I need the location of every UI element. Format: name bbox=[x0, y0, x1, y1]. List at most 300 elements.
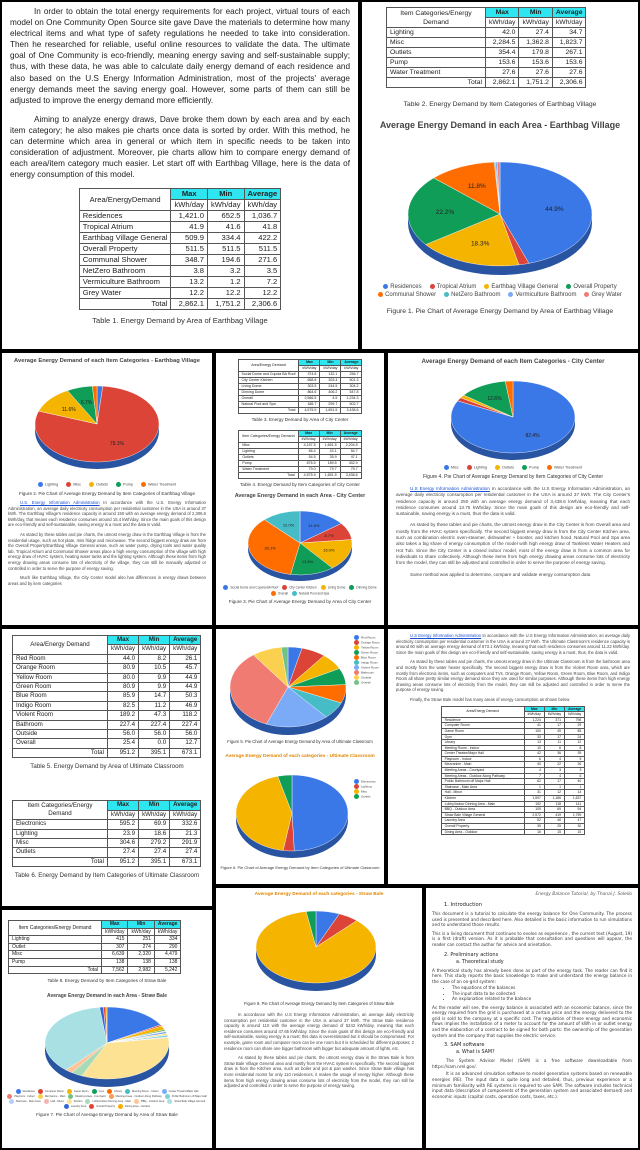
table-6 bbox=[12, 800, 201, 867]
figure-1-pie bbox=[362, 134, 638, 284]
cell-value: 42 bbox=[524, 751, 544, 757]
cell-value: 27.6 bbox=[519, 68, 552, 78]
cell-value: 2,566.5 bbox=[299, 396, 320, 402]
table-3-unit: kWh/day bbox=[341, 366, 362, 372]
legend-label: Library bbox=[114, 1090, 123, 1094]
tutorial-bullets bbox=[452, 985, 638, 1001]
legend-label: Violent Room bbox=[361, 665, 379, 670]
cell-value: 2,320 bbox=[128, 951, 154, 959]
row-label: Bathroom bbox=[13, 720, 108, 729]
legend-swatch bbox=[467, 465, 472, 470]
straw-bale-text-2: As stated by these tables and pie charts, the utmost energy draw in the Straw Bale is from Straw Bale Village General area and mostly from the HVAC system in specifically. The second biggest draw is from the Kitchen area, such as boiler and pot & pan washer. Since Straw Bale village has more residential rooms for only 110 residences, it makes the usage of energy higher. Although these items from high energy drawing areas consume lots of electricity from the model, they can still be adjusted and controlled in order to serve the purpose of energy saving. bbox=[224, 1055, 414, 1089]
intro-paragraph-1: In order to obtain the total energy requirements for each project, virtual tours of each model on One Community Open Source site gave Dave the materials to determine how many electrical items and what type of safety regulations he needed to take into consideration. Then he researched for reliable, useful online resources to validate the data. The ultimate goal of One Community is eco-friendly, meaning energy saving and self-sustainable supply; thus, with these data, he was able to calculate daily energy demand of each residence and also based on the U.S Energy Information Administration, most of the projects' average energy demands meet the saving energy goal. However, some parts of them can still be adjusted to improve the energy demand more efficiently. bbox=[10, 7, 350, 105]
total-value: 951.2 bbox=[108, 748, 139, 757]
cell-value: 30 bbox=[565, 824, 585, 830]
figure-4-text-1-body: In accordance with the U.S Energy Information Administration, an average daily electricity consumption per residential customer in the USA is around 37 kWh. The City Center's residence capacity is around 250 with an average energy demand of 3,438.6 kWh/day, meaning that each residence consumes around 13.75 kWh/day. Since the main goals of this design are eco-friendly and self-sustainable, saving energy is a must, thus the data is valid. bbox=[396, 486, 630, 517]
table-1 bbox=[79, 188, 282, 310]
legend-item bbox=[66, 482, 81, 487]
cell-value: 595.2 bbox=[108, 820, 139, 829]
table-4 bbox=[238, 430, 361, 479]
legend-label: Grey Water bbox=[591, 292, 622, 299]
row-label: Residence bbox=[441, 717, 524, 723]
row-label: Meeting Areas - Outdoor Along Pathway bbox=[441, 773, 524, 779]
legend-item bbox=[430, 284, 477, 290]
straw-bale-text-1: In accordance with the U.S Energy Information Administration, an average daily electricity consumption per residential customer in the USA is around 37 kWh. The Straw Bale residence capacity is around 110 with the average energy demand of 5242 kWh/day, meaning that each residence consumes around 47.65 kWh/day. Since the main goals of this design are eco-friendly and self-sustainable, saving energy is a must; this data is overestimated but it should be compromised. For example, game room and computer room can be one room but it is scheduled for different purposes; 2 residence room can share one bigger bathroom with bigger but adequate amount of lights, etc. bbox=[224, 1012, 414, 1051]
row-label: Indigo Room bbox=[13, 701, 108, 710]
cell-value: 153.6 bbox=[519, 58, 552, 68]
figure-5-legend bbox=[354, 635, 382, 685]
legend-label: Center Theatre/Major Hall bbox=[168, 1090, 199, 1094]
legend-item bbox=[584, 292, 621, 298]
total-value: 4,575.9 bbox=[299, 408, 320, 414]
cell-value: 10 bbox=[524, 745, 544, 751]
cell-value: 50.3 bbox=[170, 692, 201, 701]
legend-label: Lighting bbox=[473, 465, 488, 470]
row-label: Staircase - Main Area bbox=[441, 784, 524, 790]
total-label: Total bbox=[79, 299, 171, 310]
cell-value: 15 bbox=[544, 829, 564, 835]
table-row bbox=[13, 820, 201, 829]
legend-label: Straw Bale Village General bbox=[174, 1100, 206, 1104]
figure-4-title: Average Energy Demand of each Item Categories - City Center bbox=[421, 358, 605, 365]
row-label: Laundry Area bbox=[441, 818, 524, 824]
table-row bbox=[79, 211, 281, 222]
cell-value: 49 bbox=[544, 728, 564, 734]
row-label: Green Room bbox=[13, 683, 108, 692]
cell-value: 227.4 bbox=[108, 720, 139, 729]
table-row bbox=[13, 692, 201, 701]
cell-value: 16 bbox=[524, 829, 544, 835]
legend-label: Overall Property bbox=[573, 284, 617, 291]
total-value: 1,751.2 bbox=[519, 78, 552, 88]
table-3-caption: Table 3. Energy Demand by Area of City Center bbox=[251, 417, 349, 422]
cell-value: 11 bbox=[544, 740, 564, 746]
legend-swatch bbox=[508, 292, 513, 297]
figure-6-title: Average Energy Demand of each categories - Ultimate Classroom bbox=[225, 754, 375, 759]
row-label: Overall bbox=[13, 739, 108, 748]
legend-swatch bbox=[9, 1099, 14, 1104]
legend-swatch bbox=[44, 1099, 49, 1104]
legend-item bbox=[349, 585, 376, 590]
table-7-header-avg: Average bbox=[565, 706, 585, 712]
figure-8-caption: Figure 8. Pie Chart of Average Energy Demand by Item Categories of Straw Bale bbox=[243, 1001, 395, 1006]
table-1-header-min: Min bbox=[208, 189, 245, 200]
table-6-corner: Item Categories/Energy Demand bbox=[13, 801, 108, 820]
cell-value: 3.5 bbox=[244, 266, 281, 277]
cell-value: 132.1 bbox=[320, 372, 341, 378]
table-1-header-avg: Average bbox=[244, 189, 281, 200]
total-value: 395.1 bbox=[139, 748, 170, 757]
cell-value: 66.4 bbox=[298, 449, 319, 455]
figure-4-text-2: As stated by these tables and pie charts, the utmost energy draw in the City Center is from Overall area and mostly from the HVAC system specifically. The second biggest energy draw is from the City Center Kitchen area, such as combination electric oven-steamer, dishwasher + booster, and kitchen hood. Natural Pool and Spa area also takes a big share of energy consumption of the model with high energy draw of Tankless Water Heaters and Hot Tub. Since the City Center is a closed indoor model, most of the energy draw is from a common area for individuals to share collectively. Although these items from high energy drawing areas consume lots of electricity from the model, they can still be adjusted and controlled in order to serve the purpose of energy saving. bbox=[396, 522, 630, 566]
figure-3-pie bbox=[216, 499, 384, 585]
row-label: Yellow Room bbox=[13, 673, 108, 682]
table-row bbox=[13, 664, 201, 673]
table-5-caption: Table 5. Energy Demand by Area of Ultimate Classroom bbox=[30, 763, 184, 771]
legend-label: Tropical Atrium bbox=[436, 284, 477, 291]
total-value: 673.1 bbox=[170, 748, 201, 757]
figure-2-pie bbox=[2, 364, 212, 482]
legend-label: Lighting bbox=[361, 784, 372, 789]
legend-label: Electronics bbox=[361, 779, 376, 784]
legend-item bbox=[467, 465, 487, 470]
row-label: Earthbag Village General bbox=[79, 233, 171, 244]
row-label: BBQ - Outdoor Area bbox=[441, 807, 524, 813]
cell-value: 40 bbox=[565, 779, 585, 785]
tutorial-h3-1-text: What is SAM? bbox=[462, 1050, 495, 1056]
legend-item bbox=[141, 482, 176, 487]
row-label: Public Bathroom off Major Hall bbox=[441, 779, 524, 785]
figure-7-title: Average Energy Demand in each Area - Straw Bale bbox=[47, 993, 167, 1000]
legend-swatch bbox=[38, 482, 43, 487]
cell-value: 406.2 bbox=[320, 390, 341, 396]
cell-value: 2,284.5 bbox=[486, 38, 519, 48]
legend-label: Mezzanine - Main bbox=[44, 1095, 66, 1099]
figure-2-legend bbox=[2, 482, 212, 487]
legend-label: Vermiculture Bathroom bbox=[515, 292, 577, 299]
row-label: Computer Room bbox=[441, 723, 524, 729]
figure-1-title: Average Energy Demand in each Area - Earthbag Village bbox=[379, 120, 621, 130]
row-label: Game Room bbox=[441, 728, 524, 734]
panel-ultimate-classroom-text bbox=[388, 629, 638, 884]
cell-value: 118.2 bbox=[170, 711, 201, 720]
row-label: Misc bbox=[387, 38, 486, 48]
total-value: 2,306.6 bbox=[244, 299, 281, 310]
cell-value: 244.5 bbox=[320, 384, 341, 390]
table-6-body bbox=[13, 820, 201, 867]
table-row bbox=[13, 720, 201, 729]
cell-value: 6 bbox=[524, 756, 544, 762]
table-row bbox=[13, 701, 201, 710]
row-label: Lighting bbox=[9, 936, 102, 944]
legend-label: City Center Kitchen bbox=[289, 585, 317, 590]
cell-value: 652.5 bbox=[208, 211, 245, 222]
row-label: Pump bbox=[9, 958, 102, 966]
table-1-caption: Table 1. Energy Demand by Area of Earthbag Village bbox=[92, 316, 268, 326]
row-label: Water Treatment bbox=[239, 467, 298, 473]
cell-value: 304.2 bbox=[341, 384, 362, 390]
cell-value: 227.4 bbox=[139, 720, 170, 729]
legend-swatch bbox=[484, 284, 489, 289]
cell-value: 5 bbox=[565, 756, 585, 762]
cell-value: 141 bbox=[565, 801, 585, 807]
tutorial-h3-text: SAM software bbox=[450, 1042, 485, 1049]
cell-value: 303.5 bbox=[299, 384, 320, 390]
table-1-unit: kWh/day bbox=[171, 200, 208, 211]
cell-value: 153.6 bbox=[552, 58, 586, 68]
cell-value: 501.3 bbox=[341, 378, 362, 384]
cell-value: 94 bbox=[565, 807, 585, 813]
total-value: 1,651.5 bbox=[320, 408, 341, 414]
legend-swatch bbox=[522, 465, 527, 470]
panel-straw-bale-figure8 bbox=[216, 888, 422, 1148]
row-label: Outside bbox=[13, 730, 108, 739]
figure-1-legend bbox=[362, 284, 638, 298]
cell-value: 24 bbox=[565, 734, 585, 740]
legend-swatch bbox=[383, 284, 388, 289]
cell-value: 85.9 bbox=[108, 692, 139, 701]
cell-value: 334.4 bbox=[208, 233, 245, 244]
cell-value: 864.6 bbox=[299, 390, 320, 396]
table-4-corner: Item Categories/Energy Demand bbox=[239, 431, 298, 443]
table-row bbox=[13, 848, 201, 857]
table-3-unit: kWh/day bbox=[299, 366, 320, 372]
cell-value: 658.8 bbox=[299, 378, 320, 384]
legend-item bbox=[223, 585, 278, 590]
cell-value: 798 bbox=[565, 717, 585, 723]
table-5-unit: kWh/day bbox=[108, 645, 139, 654]
cell-value: 1,759 bbox=[565, 812, 585, 818]
legend-item bbox=[495, 465, 514, 470]
pie-slice-label: 14.6% bbox=[308, 523, 320, 529]
legend-label: Meeting Areas - Outdoor Along Pathway bbox=[115, 1095, 162, 1099]
legend-label: Dinning Dome bbox=[356, 585, 377, 590]
figure-3-title: Average Energy Demand in each Area - City Center bbox=[234, 493, 366, 499]
classroom-text-2: As stated by these tables and pie charts, the utmost energy draw in the Ultimate Classroom is from the bathroom area and mostly from the water heater specifically. The second biggest energy draw is from the Violent Room area, which are mostly from electronic items, such as computers and TVs. Orange Room, Yellow Room, Green Room, Blue Room, and Indigo Room all share pretty similar energy demand since they are used for similar purposes. Although these items from high energy drawing areas consume lots of electricity from the model, they can still be adjusted and controlled in order to serve the purpose of energy saving. bbox=[396, 659, 630, 693]
table-8-unit: kWh/day bbox=[128, 928, 154, 936]
cell-value: 6 bbox=[565, 773, 585, 779]
cell-value: 422.2 bbox=[244, 233, 281, 244]
cell-value: 138 bbox=[128, 958, 154, 966]
legend-item bbox=[167, 1099, 205, 1104]
table-row bbox=[387, 48, 586, 58]
table-total-row bbox=[238, 408, 362, 414]
row-label: Lobby/Indoor Dinning Area - Main bbox=[441, 801, 524, 807]
legend-item bbox=[118, 1104, 150, 1109]
panel-earthbag-intro bbox=[2, 2, 358, 349]
cell-value: 47.3 bbox=[139, 711, 170, 720]
total-value: 3,438.6 bbox=[341, 408, 362, 414]
legend-swatch bbox=[89, 482, 94, 487]
cell-value: 3.2 bbox=[208, 266, 245, 277]
cell-value: 41 bbox=[524, 723, 544, 729]
cell-value: 547.8 bbox=[341, 390, 362, 396]
figure-6-legend bbox=[354, 779, 382, 799]
cell-value: 256.7 bbox=[341, 372, 362, 378]
legend-item bbox=[89, 1104, 115, 1109]
panel-earthbag-figure2 bbox=[2, 353, 212, 625]
legend-label: Living Dome bbox=[327, 585, 346, 590]
figure-7-legend bbox=[2, 1089, 212, 1109]
table-7-body bbox=[441, 717, 585, 834]
cell-value: 12.2 bbox=[244, 288, 281, 299]
cell-value: 27.4 bbox=[519, 28, 552, 38]
table-4-body bbox=[239, 443, 361, 479]
legend-swatch bbox=[566, 284, 571, 289]
legend-swatch bbox=[89, 1104, 94, 1109]
cell-value: 14 bbox=[565, 790, 585, 796]
legend-swatch bbox=[354, 680, 359, 685]
tutorial-h2-text: Preliminary actions bbox=[450, 951, 499, 958]
legend-swatch bbox=[349, 585, 354, 590]
legend-label: Bathroom bbox=[361, 670, 375, 675]
figure-4-text-1-link[interactable]: U.S Energy Information Administration bbox=[410, 486, 490, 491]
tutorial-h3-1: a. What is SAM? bbox=[456, 1050, 495, 1056]
row-label: Communal Shower bbox=[79, 255, 171, 266]
legend-label: Natural Pool and Spa bbox=[298, 591, 330, 596]
cell-value: 303.4 bbox=[320, 378, 341, 384]
legend-label: Blue Room bbox=[361, 655, 376, 660]
legend-label: Meeting Areas - Courtyard bbox=[75, 1095, 106, 1099]
table-6-header-avg: Average bbox=[170, 801, 201, 810]
legend-label: Outlets bbox=[502, 465, 515, 470]
legend-item bbox=[508, 292, 576, 298]
table-row bbox=[79, 244, 281, 255]
cell-value: 56.0 bbox=[170, 730, 201, 739]
figure-2-title: Average Energy Demand of each Item Categories - Earthbag Village bbox=[14, 358, 200, 364]
cell-value: 432.9 bbox=[340, 461, 361, 467]
legend-label: Hall - Minor bbox=[50, 1100, 64, 1104]
table-2-header-avg: Average bbox=[552, 8, 586, 18]
legend-item bbox=[44, 1099, 64, 1104]
total-label: Total bbox=[9, 966, 102, 974]
cell-value: 44.9 bbox=[170, 683, 201, 692]
table-row bbox=[79, 266, 281, 277]
cell-value: 348.7 bbox=[171, 255, 208, 266]
legend-item bbox=[444, 465, 459, 470]
cell-value: 52 bbox=[524, 818, 544, 824]
cell-value: 80.9 bbox=[108, 683, 139, 692]
figure-1-caption: Figure 1. Pie Chart of Average Energy Demand by Area of Earthbag Village bbox=[386, 308, 614, 316]
cell-value: 14.7 bbox=[139, 692, 170, 701]
cell-value: 332.6 bbox=[170, 820, 201, 829]
panel-straw-bale-figure7 bbox=[2, 910, 212, 1148]
legend-swatch bbox=[116, 482, 121, 487]
cell-value: 54.7 bbox=[340, 449, 361, 455]
figure-2-text-1-link[interactable]: U.S. Energy Information Administration bbox=[20, 500, 100, 505]
figure-5-caption: Figure 5. Pie Chart of Average Energy Demand by Area of Ultimate Classroom bbox=[227, 739, 373, 744]
figure-2-caption: Figure 2. Pie Chart of Average Energy Demand by Item Categories of Earthbag Village bbox=[18, 491, 196, 496]
row-label: Hall - Minor bbox=[441, 790, 524, 796]
total-value: 1,651.5 bbox=[319, 473, 340, 479]
figure-7-pie bbox=[2, 999, 212, 1089]
row-label: Straw Bale Village General bbox=[441, 812, 524, 818]
legend-item bbox=[116, 482, 133, 487]
table-2-header-max: Max bbox=[486, 8, 519, 18]
tutorial-intro-2: This is a living document that continues to evolve as experience , the current text (August, 19) is a first (draft) version. As it is probable that consultation and questions will appear, the reader can contact the author for advice and orientation. bbox=[432, 930, 632, 947]
tutorial-sam: The System Advisor Model (SAM) is a free software downloadable from https://sam.nrel.gov/. bbox=[432, 1058, 632, 1069]
cell-value: 27.4 bbox=[170, 848, 201, 857]
figure-4-caption: Figure 4. Pie Chart of Average Energy Demand by Item Categories of City Center bbox=[423, 474, 603, 480]
cell-value: 267.1 bbox=[552, 48, 586, 58]
table-row bbox=[387, 58, 586, 68]
legend-swatch bbox=[141, 482, 146, 487]
pie-slice-label: 22.2% bbox=[435, 209, 455, 217]
cell-value: 47 bbox=[565, 818, 585, 824]
cell-value: 4 bbox=[524, 768, 544, 774]
cell-value: 1 bbox=[544, 784, 564, 790]
legend-label: Public Bathroom off Major Hall bbox=[171, 1095, 207, 1099]
row-label: Library bbox=[441, 740, 524, 746]
classroom-text-1-link[interactable]: U.S Energy Information Administration bbox=[410, 633, 482, 638]
table-row bbox=[13, 739, 201, 748]
table-total-row bbox=[13, 748, 201, 757]
cell-value: 69 bbox=[544, 807, 564, 813]
figure-6-pie bbox=[216, 759, 384, 863]
cell-value: 27.6 bbox=[552, 68, 586, 78]
cell-value: 502.7 bbox=[341, 402, 362, 408]
cell-value: 12.7 bbox=[170, 739, 201, 748]
cell-value: 7 bbox=[524, 773, 544, 779]
table-2-body bbox=[387, 28, 586, 88]
cell-value: 27.4 bbox=[139, 848, 170, 857]
pie-slice-label: 11.6% bbox=[61, 406, 76, 413]
total-value: 2,306.6 bbox=[552, 78, 586, 88]
cell-value: 79.0 bbox=[298, 467, 319, 473]
table-1-body bbox=[79, 211, 281, 310]
table-2 bbox=[386, 7, 586, 88]
legend-label: Staircase - Main Area bbox=[15, 1100, 41, 1104]
figure-4-text-3: Same method was applied to determine, compare and validate energy consumption data bbox=[410, 571, 591, 577]
legend-item bbox=[444, 292, 500, 298]
cell-value: 56.0 bbox=[139, 730, 170, 739]
cell-value: 4 bbox=[544, 773, 564, 779]
table-2-unit: kWh/day bbox=[486, 18, 519, 28]
tutorial-intro: This document is a tutorial to calculate the energy balance for One Community. The process used is presented and described here. Also detailed is the basic information to run simulations and to understand those results. bbox=[432, 911, 632, 928]
cell-value: 27.6 bbox=[486, 68, 519, 78]
table-7-unit: kWh/day bbox=[524, 712, 544, 718]
legend-label: Yellow Room bbox=[361, 645, 379, 650]
table-3-unit: kWh/day bbox=[320, 366, 341, 372]
cell-value: 56.0 bbox=[108, 730, 139, 739]
row-label: NetZero Bathroom bbox=[79, 266, 171, 277]
cell-value: 1 bbox=[524, 784, 544, 790]
cell-value: 15 bbox=[565, 829, 585, 835]
row-label: Dining Area - Outdoor bbox=[441, 829, 524, 835]
cell-value: 186.7 bbox=[299, 402, 320, 408]
row-label: Center Theatre/Major Hall bbox=[441, 751, 524, 757]
cell-value: 511.5 bbox=[171, 244, 208, 255]
legend-swatch bbox=[271, 591, 276, 596]
legend-swatch bbox=[354, 794, 359, 799]
row-label: Residences bbox=[79, 211, 171, 222]
legend-item bbox=[354, 794, 382, 799]
table-5-header-max: Max bbox=[108, 636, 139, 645]
panel-city-center-figure4 bbox=[388, 353, 638, 625]
cell-value: 82.5 bbox=[108, 701, 139, 710]
cell-value: 29 bbox=[565, 723, 585, 729]
cell-value: 69.9 bbox=[139, 820, 170, 829]
figure-3-legend bbox=[216, 585, 384, 596]
row-label: Water Treatment bbox=[387, 68, 486, 78]
cell-value: 334 bbox=[154, 936, 181, 944]
table-3 bbox=[238, 359, 363, 414]
cell-value: 194.6 bbox=[208, 255, 245, 266]
cell-value: 274 bbox=[128, 943, 154, 951]
table-2-unit: kWh/day bbox=[552, 18, 586, 28]
cell-value: 25 bbox=[544, 824, 564, 830]
cell-value: 4 bbox=[544, 756, 564, 762]
figure-2-text-1 bbox=[8, 500, 206, 528]
row-label: Meeting Room - Indoor bbox=[441, 745, 524, 751]
tutorial-sam-2: It is an advanced simulation software to model generation systems based on renewable energies (RE). The input data is quite long and detailed, thus, previous experience or a minimum familiarity with RE systems is required to use SAM. The software includes technical input data (description of components of the generation system and associated demand) and economic inputs (capital costs, operation costs, taxes, etc.). bbox=[432, 1071, 632, 1099]
legend-item bbox=[566, 284, 616, 290]
legend-label: Overall bbox=[277, 591, 288, 596]
figure-4-legend bbox=[388, 465, 638, 470]
table-8-corner: Item Categories/Energy Demand bbox=[9, 921, 102, 936]
classroom-text-3: Finally, the Straw Bale model has many areas of energy consumption as shown below bbox=[410, 696, 570, 702]
cell-value: 11.2 bbox=[139, 701, 170, 710]
table-6-header-min: Min bbox=[139, 801, 170, 810]
cell-value: 17 bbox=[544, 723, 564, 729]
legend-label: Dining Area - Outdoor bbox=[125, 1105, 151, 1109]
cell-value: 13 bbox=[524, 740, 544, 746]
table-5-body bbox=[13, 654, 201, 757]
cell-value: 1.2 bbox=[208, 277, 245, 288]
cell-value: 0.0 bbox=[139, 739, 170, 748]
row-label: Dinning Dome bbox=[238, 390, 299, 396]
legend-label: Computer Room bbox=[44, 1090, 64, 1094]
